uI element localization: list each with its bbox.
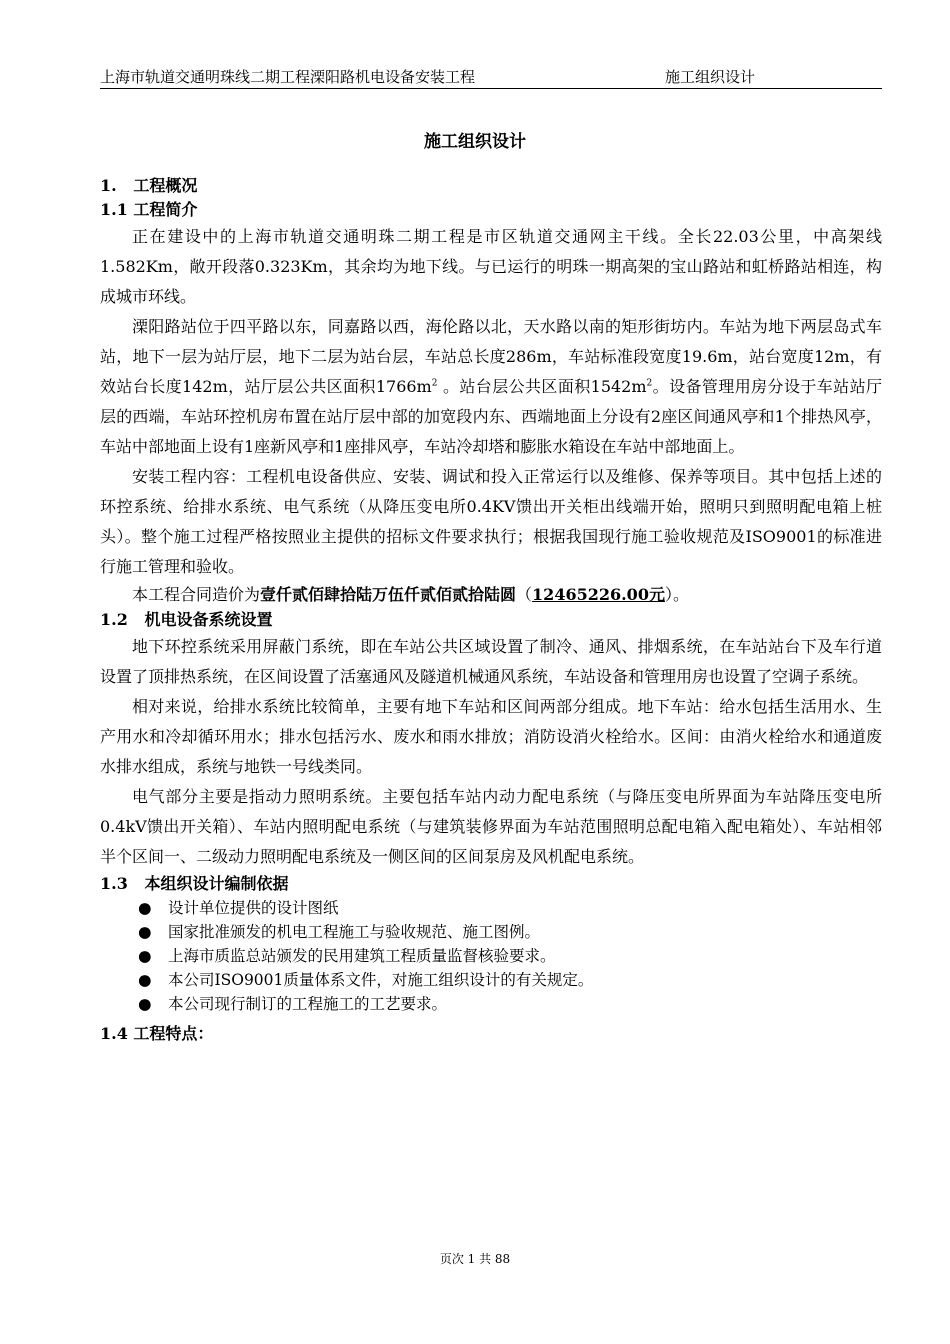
section-heading-1: 1. 工程概况 xyxy=(100,176,198,195)
list-item: ● 上海市质监总站颁发的民用建筑工程质量监督核验要求。 xyxy=(100,944,882,968)
bullet-icon: ● xyxy=(138,923,152,941)
list-item: ● 本公司现行制订的工程施工的工艺要求。 xyxy=(100,992,882,1016)
header-project-name: 上海市轨道交通明珠线二期工程溧阳路机电设备安装工程 xyxy=(100,68,476,86)
section-heading-1-2: 1.2 机电设备系统设置 xyxy=(100,610,273,629)
list-item: ● 国家批准颁发的机电工程施工与验收规范、施工图例。 xyxy=(100,920,882,944)
paragraph-electrical: 电气部分主要是指动力照明系统。主要包括车站内动力配电系统（与降压变电所界面为车站降压变电所0.4kV馈出开关箱）、车站内照明配电系统（与建筑装修界面为车站范围照明总配电箱入配电箱处）、车站相邻半个区间一、二级动力照明配电系统及一侧区间的区间泵房及风机配电系统。 xyxy=(100,787,882,866)
section-heading-1-3: 1.3 本组织设计编制依据 xyxy=(100,874,289,893)
page-header xyxy=(100,64,882,89)
page-footer: 页次 1 共 88 xyxy=(439,1252,511,1266)
bullet-icon: ● xyxy=(138,971,152,989)
bullet-icon: ● xyxy=(138,947,152,965)
section-heading-1-4: 1.4 工程特点： xyxy=(100,1024,214,1043)
bullet-icon: ● xyxy=(138,995,152,1013)
bullet-icon: ● xyxy=(138,899,152,917)
paragraph-overview: 正在建设中的上海市轨道交通明珠二期工程是市区轨道交通网主干线。全长22.03公里，中高架线1.582Km，敞开段落0.323Km，其余均为地下线。与已运行的明珠一期高架的宝山路站和虹桥路站相连，构成城市环线。 xyxy=(100,227,882,306)
list-item: ● 设计单位提供的设计图纸 xyxy=(100,896,882,920)
list-item: ● 本公司ISO9001质量体系文件，对施工组织设计的有关规定。 xyxy=(100,968,882,992)
paragraph-contract-price: 本工程合同造价为壹仟贰佰肆拾陆万伍仟贰佰贰拾陆圆（12465226.00元）。 xyxy=(132,585,689,604)
header-doc-type: 施工组织设计 xyxy=(665,68,756,86)
document-title: 施工组织设计 xyxy=(424,132,526,152)
document-body xyxy=(100,174,882,1046)
paragraph-station: 溧阳路站位于四平路以东，同嘉路以西，海伦路以北，天水路以南的矩形街坊内。车站为地下两层岛式车站，地下一层为站厅层，地下二层为站台层，车站总长度286m，车站标准段宽度19.6m，站台宽度12m，有效站台长度142m，站厅层公共区面积$1766m^2$ 。站台层公共区面积$1542m^2$。设备管理用房分设于车站站厅层的西端，车站环控机房布置在站厅层中部的加宽段内东、西端地面上分设有2座区间通风亭和1个排热风亭，车站中部地面上设有1座新风亭和1座排风亭，车站冷却塔和膨胀水箱设在车站中部地面上。 xyxy=(100,317,882,456)
section-heading-1-1: 1.1 工程简介 xyxy=(100,200,198,219)
paragraph-scope: 安装工程内容：工程机电设备供应、安装、调试和投入正常运行以及维修、保养等项目。其中包括上述的环控系统、给排水系统、电气系统（从降压变电所0.4KV馈出开关柜出线端开始，照明只到照明配电箱上桩头）。整个施工过程严格按照业主提供的招标文件要求执行；根据我国现行施工验收规范及ISO9001的标准进行施工管理和验收。 xyxy=(100,467,882,576)
paragraph-water: 相对来说，给排水系统比较简单，主要有地下车站和区间两部分组成。地下车站：给水包括生活用水、生产用水和冷却循环用水；排水包括污水、废水和雨水排放；消防设消火栓给水。区间：由消火栓给水和通道废水排水组成，系统与地铁一号线类同。 xyxy=(100,697,882,776)
paragraph-hvac: 地下环控系统采用屏蔽门系统，即在车站公共区域设置了制冷、通风、排烟系统，在车站站台下及车行道设置了顶排热系统，在区间设置了活塞通风及隧道机械通风系统，车站设备和管理用房也设置了空调子系统。 xyxy=(100,637,882,686)
